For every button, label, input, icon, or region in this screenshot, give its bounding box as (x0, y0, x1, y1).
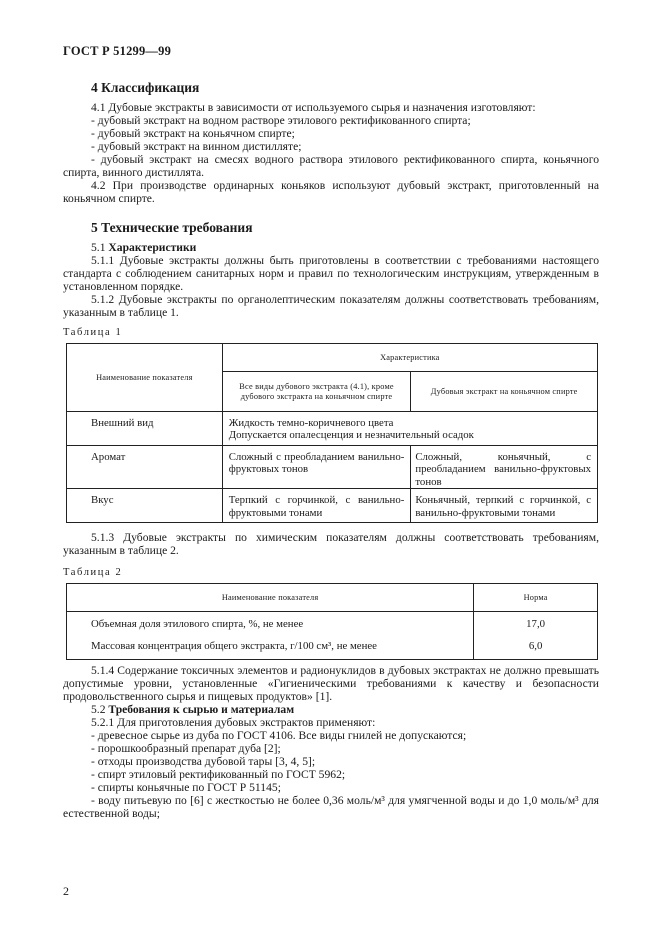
table-cell-norm: 6,0 (474, 636, 598, 660)
table-2-header-name: Наименование показателя (67, 584, 474, 612)
subsection-5-2-heading (91, 703, 294, 716)
subsection-number: 5.2 (91, 703, 106, 716)
list-item: - отходы производства дубовой тары [3, 4, 5]; (91, 755, 316, 768)
table-cell-name: Внешний вид (67, 412, 223, 446)
table-cell: Терпкий с горчинкой, с ванильно-фруктовыми тонами (222, 489, 411, 523)
table-cell-norm: 17,0 (474, 612, 598, 636)
paragraph-5-2-1: 5.2.1 Для приготовления дубовых экстрактов применяют: (91, 716, 376, 729)
paragraph-5-1-2: 5.1.2 Дубовые экстракты по органолептическим показателям должны соответствовать требованиям, указанным в таблице 1. (63, 293, 599, 320)
section-5-title: 5 Технические требования (91, 220, 253, 235)
table-cell-name: Вкус (67, 489, 223, 523)
list-item: - дубовый экстракт на водном растворе этилового ректификованного спирта; (91, 114, 471, 127)
paragraph-5-1-1: 5.1.1 Дубовые экстракты должны быть приготовлены в соответствии с требованиями настоящего стандарта с соблюдением санитарных норм и правил по технологическим инструкциям, утвержденным в установленном порядке. (63, 254, 599, 294)
table-cell-name: Массовая концентрация общего экстракта, г/100 см³, не менее (67, 636, 474, 660)
list-item: - воду питьевую по [6] с жесткостью не более 0,36 моль/м³ для умягченной воды и до 1,0 моль/м³ для естественной воды; (63, 794, 599, 821)
paragraph-5-1-3: 5.1.3 Дубовые экстракты по химическим показателям должны соответствовать требованиям, указанным в таблице 2. (63, 531, 599, 558)
subsection-5-1-heading (91, 241, 196, 254)
list-item: - древесное сырье из дуба по ГОСТ 4106. Все виды гнилей не допускаются; (91, 729, 467, 742)
table-cell: Сложный с преобладанием ванильно-фруктовых тонов (222, 446, 411, 489)
document-code: ГОСТ Р 51299—99 (63, 44, 172, 58)
list-item: - спирты коньячные по ГОСТ Р 51145; (91, 781, 281, 794)
paragraph-5-1-4: 5.1.4 Содержание токсичных элементов и радионуклидов в дубовых экстрактах не должно превышать допустимые уровни, установленные «Гигиеническими требованиями к качеству и безопасности продовольственного сырья и пищевых продуктов» [1]. (63, 664, 599, 704)
subsection-title: Требования к сырью и материалам (108, 703, 295, 716)
table-row (67, 489, 598, 523)
table-cell: Коньячный, терпкий с горчинкой, с ванильно-фруктовыми тонами (411, 489, 598, 523)
table-2-header-norm: Норма (474, 584, 598, 612)
paragraph-4-2: 4.2 При производстве ординарных коньяков используют дубовый экстракт, приготовленный на коньячном спирте. (63, 179, 599, 206)
list-item: - порошкообразный препарат дуба [2]; (91, 742, 281, 755)
table-1-header-name: Наименование показателя (67, 344, 223, 412)
page-number: 2 (63, 884, 69, 898)
table-row (67, 636, 598, 660)
table-2 (66, 583, 598, 660)
table-row (67, 612, 598, 636)
paragraph-4-1: 4.1 Дубовые экстракты в зависимости от используемого сырья и назначения изготовляют: (91, 101, 536, 114)
table-1-header-characteristic: Характеристика (222, 344, 597, 372)
list-item: - дубовый экстракт на смесях водного раствора этилового ректификованного спирта, коньячного спирта, винного дистиллята. (63, 153, 599, 180)
list-item: - дубовый экстракт на винном дистилляте; (91, 140, 302, 153)
table-row (67, 412, 598, 446)
list-item: - дубовый экстракт на коньячном спирте; (91, 127, 295, 140)
subsection-number: 5.1 (91, 241, 106, 254)
table-cell-name: Объемная доля этилового спирта, %, не менее (67, 612, 474, 636)
table-1-subheader-cognac: Дубовыя экстракт на коньячном спирте (411, 372, 598, 412)
table-cell-name: Аромат (67, 446, 223, 489)
table-row (67, 446, 598, 489)
table-2-caption: Таблица 2 (63, 567, 123, 578)
table-cell-merged: Жидкость темно-коричневого цвета Допускается опалесценция и незначительный осадок (222, 412, 597, 446)
section-4-title: 4 Классификация (91, 80, 200, 95)
subsection-title: Характеристики (108, 241, 197, 254)
table-1-subheader-all-types: Все виды дубового экстракта (4.1), кроме дубового экстракта на коньячном спирте (222, 372, 411, 412)
table-cell: Сложный, коньячный, с преобладанием ванильно-фруктовых тонов (411, 446, 598, 489)
table-1 (66, 343, 598, 523)
table-1-caption: Таблица 1 (63, 327, 123, 338)
list-item: - спирт этиловый ректификованный по ГОСТ 5962; (91, 768, 346, 781)
